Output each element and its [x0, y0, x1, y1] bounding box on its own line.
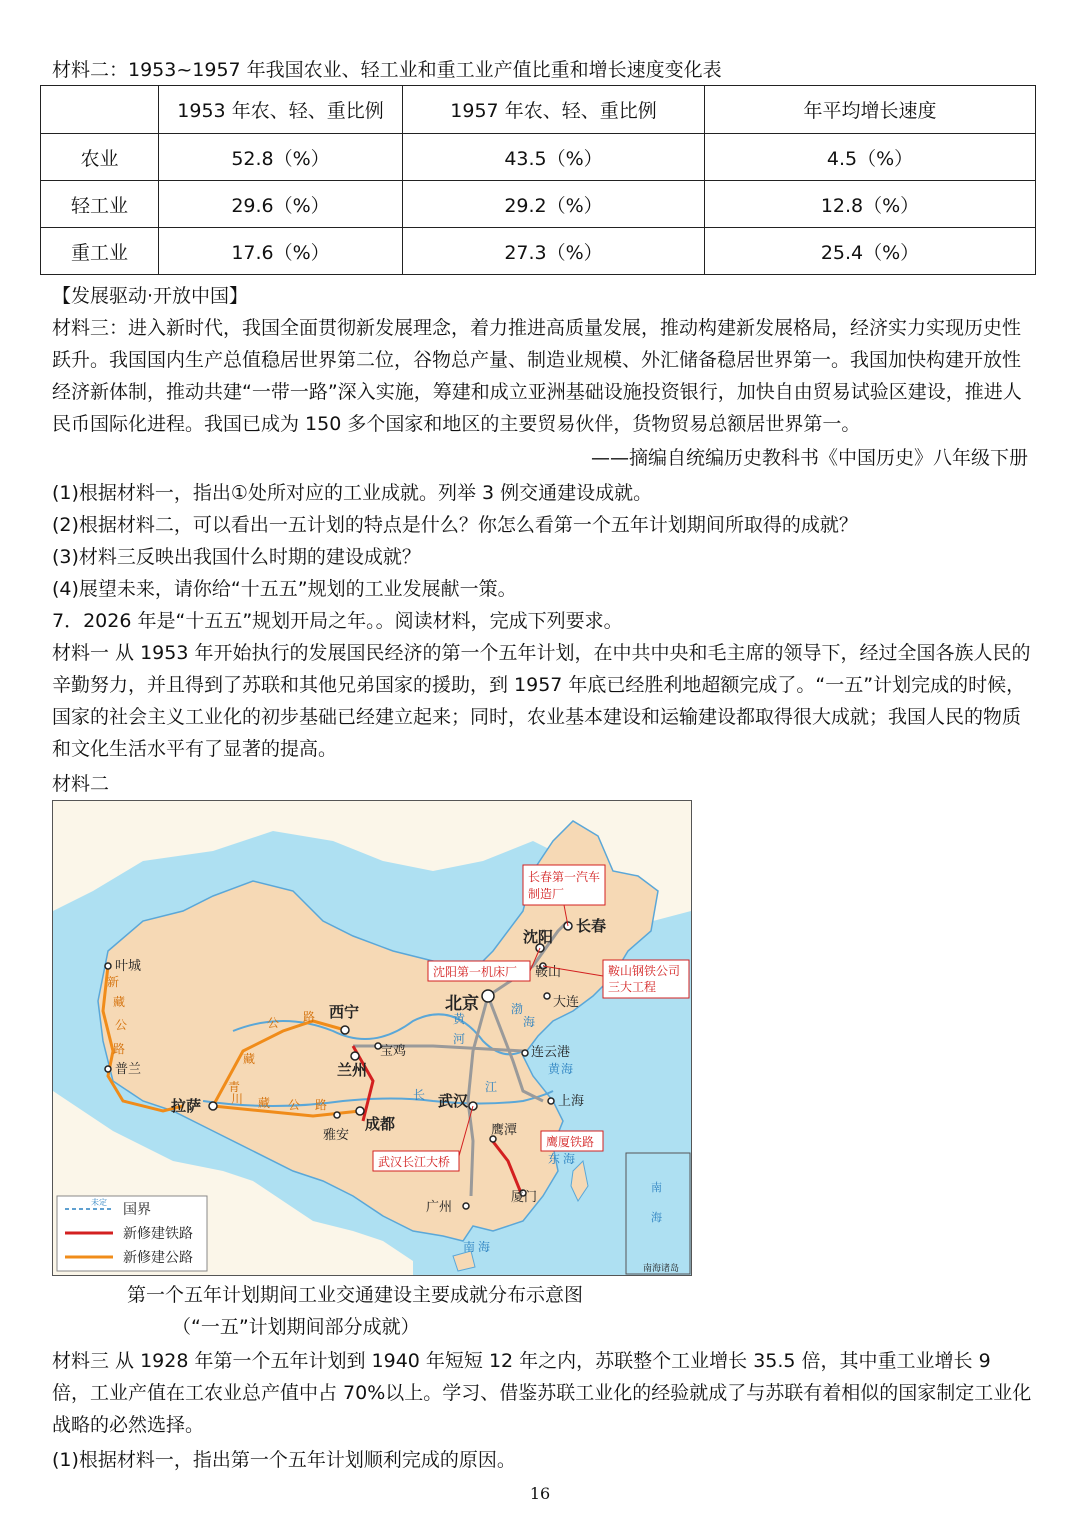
- water-label: 海: [563, 1152, 576, 1166]
- road-label: 青: [228, 1080, 241, 1094]
- map-city-label: 西宁: [329, 1003, 360, 1021]
- callout-text: 沈阳第一机床厂: [433, 965, 518, 979]
- map-city-label: 鞍山: [535, 965, 562, 980]
- city-dot-lasa: [209, 1102, 217, 1110]
- map-city-label: 北京: [445, 994, 479, 1014]
- map-legend: [57, 1196, 207, 1271]
- map-city-label: 叶城: [115, 959, 142, 974]
- q7-question1: (1)根据材料一，指出第一个五年计划顺利完成的原因。: [52, 1449, 516, 1471]
- city-dot-beijing: [482, 990, 494, 1002]
- page-number: 16: [529, 1484, 551, 1503]
- road-label: 新: [107, 975, 120, 989]
- city-dot-pulan: [105, 1066, 111, 1072]
- legend-label: 新修建公路: [123, 1250, 193, 1266]
- q7-title: 7．2026 年是“十五五”规划开局之年。。阅读材料，完成下列要求。: [52, 610, 623, 632]
- legend-note: 未定: [91, 1198, 107, 1207]
- city-dot-yaan: [334, 1112, 340, 1118]
- water-label: 黄: [548, 1062, 561, 1076]
- table-row: [41, 181, 1036, 228]
- inset-water-label: 海: [651, 1211, 662, 1224]
- material2-title: 材料二：1953~1957 年我国农业、轻工业和重工业产值比重和增长速度变化表: [52, 59, 722, 81]
- city-dot-chengdu: [356, 1107, 364, 1115]
- legend-label: 新修建铁路: [123, 1226, 193, 1242]
- q7-material2-label: 材料二: [52, 773, 110, 795]
- road-label: 路: [303, 1010, 316, 1024]
- map-city-label: 广州: [426, 1200, 453, 1215]
- legend-label: 国界: [123, 1202, 151, 1218]
- table-cell: 29.6（%）: [159, 181, 403, 228]
- table-cell: 重工业: [41, 228, 159, 275]
- table-cell: 25.4（%）: [705, 228, 1036, 275]
- water-label: 长: [413, 1088, 426, 1102]
- question-1: (1)根据材料一，指出①处所对应的工业成就。列举 3 例交通建设成就。: [52, 482, 653, 504]
- city-dot-lianyungang: [522, 1050, 528, 1056]
- map-city-label: 上海: [558, 1094, 585, 1109]
- road-label: 藏: [113, 995, 126, 1009]
- table-header-cell: 年平均增长速度: [705, 86, 1036, 134]
- water-label: 河: [453, 1032, 466, 1046]
- city-dot-xining: [341, 1026, 349, 1034]
- water-label: 东: [548, 1152, 561, 1166]
- callout-text: 鹰厦铁路: [546, 1135, 595, 1149]
- map-city-label: 厦门: [511, 1190, 538, 1205]
- map-city-label: 宝鸡: [380, 1044, 407, 1059]
- road-label: 路: [315, 1098, 328, 1112]
- city-dot-dalian: [544, 993, 550, 999]
- callout-text: 制造厂: [528, 887, 565, 901]
- road-label: 川: [231, 1092, 244, 1106]
- section-heading: 【发展驱动·开放中国】: [52, 285, 249, 307]
- table-row: [41, 134, 1036, 181]
- road-label: 公: [267, 1016, 280, 1030]
- road-label: 路: [113, 1042, 126, 1056]
- water-label: 海: [561, 1062, 574, 1076]
- map-caption: 第一个五年计划期间工业交通建设主要成就分布示意图: [127, 1284, 584, 1306]
- table-header-cell: [41, 86, 159, 134]
- table-cell: 12.8（%）: [705, 181, 1036, 228]
- question-2: (2)根据材料二，可以看出一五计划的特点是什么？你怎么看第一个五年计划期间所取得的成就？: [52, 514, 858, 536]
- inset-label: 南海诸岛: [643, 1264, 680, 1274]
- inset-water-label: 南: [651, 1181, 662, 1194]
- question-3: (3)材料三反映出我国什么时期的建设成就？: [52, 546, 421, 568]
- table-cell: 17.6（%）: [159, 228, 403, 275]
- table-cell: 轻工业: [41, 181, 159, 228]
- map-city-label: 拉萨: [171, 1097, 202, 1115]
- map-city-label: 连云港: [531, 1045, 571, 1060]
- road-label: 公: [115, 1018, 128, 1032]
- taiwan-island: [571, 1161, 588, 1201]
- q7-material1: 材料一 从 1953 年开始执行的发展国民经济的第一个五年计划，在中共中央和毛主席的领导下，经过全国各族人民的辛勤努力，并且得到了苏联和其他兄弟国家的援助，到 1957 年底已经胜利地超额完成了。“一五”计划完成的时候，国家的社会主义工业化的初步基础已经建立起来；同时，农业基本建设和运输建设都取得很大成就；我国人民的物质和文化生活水平有了显著的提高。: [52, 642, 1031, 760]
- water-label: 南: [463, 1240, 476, 1254]
- city-dot-guangzhou: [463, 1203, 469, 1209]
- map-city-label: 兰州: [337, 1061, 368, 1079]
- table-row: [41, 228, 1036, 275]
- callout-text: 鞍山钢铁公司: [608, 964, 681, 978]
- south-sea-inset: [626, 1153, 690, 1274]
- table-cell: 农业: [41, 134, 159, 181]
- table-cell: 43.5（%）: [403, 134, 705, 181]
- map-city-label: 长春: [576, 917, 607, 935]
- data-table: [40, 85, 1036, 275]
- map-city-label: 沈阳: [523, 928, 554, 946]
- road-label: 藏: [258, 1096, 271, 1110]
- city-dot-shanghai: [548, 1098, 554, 1104]
- map-subcaption: （“一五”计划期间部分成就）: [172, 1316, 420, 1338]
- map-city-label: 大连: [553, 995, 580, 1010]
- source-citation: ——摘编自统编历史教科书《中国历史》八年级下册: [590, 447, 1028, 469]
- map-city-label: 武汉: [438, 1092, 469, 1110]
- table-header-row: [41, 86, 1036, 134]
- callout-text: 三大工程: [608, 980, 657, 994]
- water-label: 海: [523, 1015, 536, 1029]
- table-cell: 52.8（%）: [159, 134, 403, 181]
- question-4: (4)展望未来，请你给“十五五”规划的工业发展献一策。: [52, 578, 517, 600]
- city-dot-lanzhou: [351, 1052, 359, 1060]
- table-header-cell: 1957 年农、轻、重比例: [403, 86, 705, 134]
- table-cell: 4.5（%）: [705, 134, 1036, 181]
- china-map-svg: [53, 801, 691, 1275]
- map-city-label: 成都: [365, 1115, 396, 1133]
- table-cell: 27.3（%）: [403, 228, 705, 275]
- road-label: 公: [288, 1098, 301, 1112]
- water-label: 黄: [453, 1012, 466, 1026]
- china-map: [52, 800, 692, 1276]
- water-label: 渤: [511, 1002, 524, 1016]
- hainan-island: [453, 1251, 475, 1271]
- q7-material3: 材料三 从 1928 年第一个五年计划到 1940 年短短 12 年之内，苏联整个工业增长 35.5 倍，其中重工业增长 9 倍，工业产值在工农业总产值中占 70%以上。学习、借鉴苏联工业化的经验就成了与苏联有着相似的国家制定工业化战略的必然选择。: [52, 1350, 1032, 1436]
- map-city-label: 雅安: [323, 1128, 350, 1143]
- table-cell: 29.2（%）: [403, 181, 705, 228]
- table-header-cell: 1953 年农、轻、重比例: [159, 86, 403, 134]
- map-city-label: 普兰: [115, 1062, 142, 1077]
- material3-paragraph: 材料三：进入新时代，我国全面贯彻新发展理念，着力推进高质量发展，推动构建新发展格局，经济实力实现历史性跃升。我国国内生产总值稳居世界第二位，谷物总产量、制造业规模、外汇储备稳居世界第一。我国加快构建开放性经济新体制，推动共建“一带一路”深入实施，筹建和成立亚洲基础设施投资银行，加快自由贸易试验区建设，推进人民币国际化进程。我国已成为 150 多个国家和地区的主要贸易伙伴，货物贸易总额居世界第一。: [52, 317, 1022, 435]
- callout-text: 长春第一汽车: [528, 870, 601, 884]
- callout-text: 武汉长江大桥: [378, 1155, 451, 1169]
- city-dot-yecheng: [105, 963, 111, 969]
- water-label: 江: [485, 1080, 498, 1094]
- water-label: 海: [478, 1240, 491, 1254]
- map-city-label: 鹰潭: [491, 1123, 518, 1138]
- road-label: 藏: [243, 1052, 256, 1066]
